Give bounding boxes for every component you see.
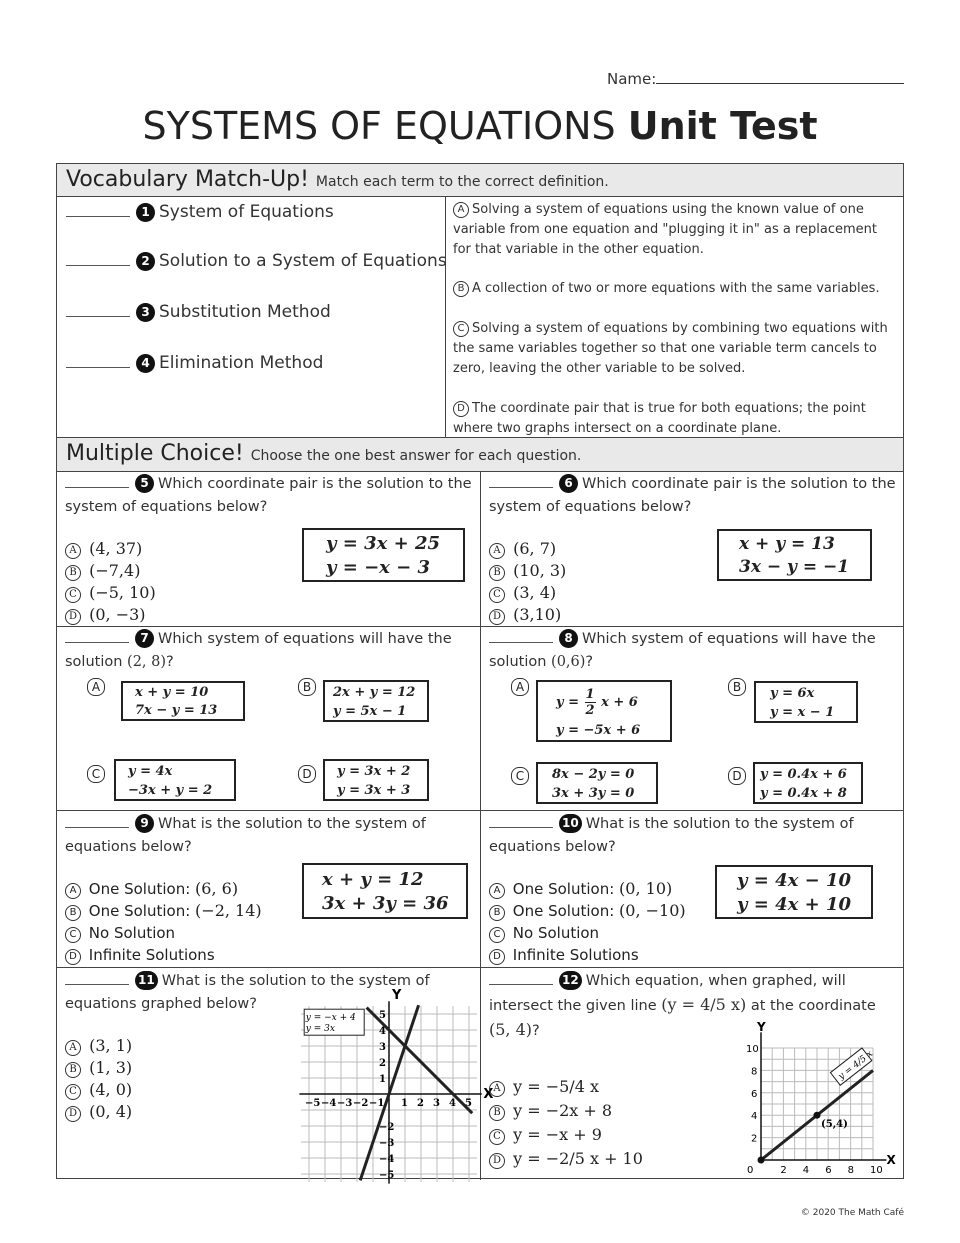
mc-header	[57, 438, 903, 472]
equation: y = x − 1	[770, 705, 835, 720]
equation-box	[114, 759, 236, 801]
definition-b	[453, 279, 897, 299]
option-text: One Solution:	[88, 902, 191, 920]
q10-options	[489, 878, 686, 966]
letter-badge: A	[489, 543, 505, 559]
definition-text: Solving a system of equations by combining two equations with the same variables together so that one variable term cancels to zero, leaving the other variable to be solved.	[453, 321, 888, 376]
answer-blank[interactable]	[65, 642, 129, 643]
vocab-instructions: Match each term to the correct definition.	[315, 174, 609, 190]
intersection-point	[814, 1112, 821, 1119]
question-text-2: equations graphed below?	[65, 996, 257, 1012]
letter-badge: B	[489, 565, 505, 581]
answer-blank[interactable]	[66, 216, 130, 217]
option-value: (6, 6)	[195, 879, 239, 898]
letter-badge: B	[489, 905, 505, 921]
equation: 7x − y = 13	[135, 703, 218, 718]
option-b[interactable]	[65, 900, 262, 922]
equation-box	[323, 759, 429, 801]
y-tick-label: 4	[379, 1026, 386, 1037]
vocab-heading-wrap	[66, 167, 609, 192]
equation-box	[754, 681, 858, 723]
letter-badge: C	[87, 765, 105, 783]
equation: x + y = 12	[322, 869, 424, 890]
number-badge: 5	[135, 474, 154, 493]
equation-box	[302, 528, 465, 582]
q9-options	[65, 878, 262, 966]
option-value: (10, 3)	[513, 561, 567, 580]
equation: −3x + y = 2	[128, 783, 213, 798]
x-tick-label: −1	[369, 1098, 385, 1109]
question-mark: ?	[166, 654, 174, 670]
answer-blank[interactable]	[66, 265, 130, 266]
row-divider	[57, 967, 903, 968]
q12-options	[489, 1075, 643, 1171]
letter-badge: D	[489, 949, 505, 965]
letter-badge: B	[65, 905, 81, 921]
letter-badge: A	[511, 678, 529, 696]
letter-badge: D	[65, 949, 81, 965]
answer-blank[interactable]	[66, 367, 130, 368]
option-value: (3, 1)	[89, 1036, 133, 1055]
question-text-2: solution	[65, 654, 123, 670]
question-text: What is the solution to the system of	[158, 816, 426, 832]
term-label: Solution to a System of Equations	[159, 251, 447, 271]
option-text: One Solution:	[512, 880, 615, 898]
x-tick-label: −5	[305, 1098, 321, 1109]
y-tick-label: 2	[379, 1058, 386, 1069]
answer-blank[interactable]	[489, 984, 553, 985]
letter-badge: C	[489, 927, 505, 943]
q11-graph	[279, 988, 494, 1181]
option-b[interactable]	[489, 1099, 643, 1123]
answer-blank[interactable]	[65, 984, 129, 985]
y-tick-label: −3	[379, 1138, 395, 1149]
question-text-2: equations below?	[65, 839, 192, 855]
y-tick-label: 1	[379, 1074, 386, 1085]
option-d[interactable]	[65, 1101, 132, 1123]
y-tick-label: 10	[746, 1044, 759, 1055]
mc-center-divider	[480, 472, 481, 1180]
x-tick-label: 5	[465, 1098, 472, 1109]
equation: y = −5x + 6	[556, 723, 641, 738]
y-tick-label: −2	[379, 1122, 395, 1133]
question-text: Which system of equations will have the	[582, 631, 876, 647]
number-badge: 3	[136, 303, 155, 322]
question-text: What is the solution to the system of	[585, 816, 854, 832]
name-label: Name:	[607, 70, 657, 88]
q8-option-c[interactable]	[511, 766, 532, 786]
definition-text: The coordinate pair that is true for both equations; the point where two graphs intersect on a coordinate plane.	[453, 401, 866, 436]
answer-blank[interactable]	[66, 316, 130, 317]
option-value: (3, 4)	[513, 583, 557, 602]
q7-option-b[interactable]	[298, 677, 319, 697]
question-text: Which coordinate pair is the solution to the	[582, 476, 896, 492]
question-text-2: intersect the given line	[489, 998, 657, 1014]
equation-rhs: x + 6	[601, 695, 638, 710]
option-c[interactable]	[489, 582, 566, 604]
question-6	[489, 473, 899, 519]
question-text: What is the solution to the system of	[161, 973, 430, 989]
y-axis-label: Y	[392, 988, 402, 1004]
copyright: © 2020 The Math Café	[800, 1208, 904, 1218]
equation: y = 4x + 10	[737, 894, 851, 915]
q8-option-b[interactable]	[728, 677, 749, 697]
q7-option-d[interactable]	[298, 764, 319, 784]
solution-point: (0,6)	[551, 654, 586, 670]
letter-badge: B	[489, 1105, 505, 1121]
option-text: No Solution	[512, 924, 600, 942]
answer-blank[interactable]	[489, 642, 553, 643]
option-value: (6, 7)	[513, 539, 557, 558]
letter-badge: D	[65, 1106, 81, 1122]
option-a[interactable]	[65, 878, 262, 900]
term-label: Substitution Method	[159, 302, 331, 322]
number-badge: 1	[136, 203, 155, 222]
definition-text: A collection of two or more equations with the same variables.	[472, 281, 880, 296]
answer-blank[interactable]	[65, 487, 129, 488]
question-mark: ?	[585, 654, 594, 670]
option-d[interactable]	[489, 1147, 643, 1171]
number-badge: 9	[135, 814, 154, 833]
equation-box	[536, 762, 658, 804]
point-label: (5,4)	[821, 1119, 848, 1131]
question-text: Which system of equations will have the	[158, 631, 452, 647]
answer-blank[interactable]	[65, 827, 129, 828]
option-a[interactable]	[489, 1075, 643, 1099]
y-tick-label: −5	[379, 1170, 395, 1181]
definition-c	[453, 319, 897, 379]
equation-box	[302, 863, 468, 919]
title-thin: SYSTEMS OF EQUATIONS	[142, 104, 616, 148]
fraction-denominator: 2	[585, 703, 595, 718]
solution-point: (2, 8)	[127, 654, 167, 670]
equation-lhs: y =	[556, 695, 579, 710]
q7-option-a[interactable]	[87, 677, 108, 697]
question-text-2: equations below?	[489, 839, 616, 855]
option-c[interactable]	[65, 1079, 132, 1101]
option-b[interactable]	[489, 560, 566, 582]
equation-box	[121, 681, 245, 721]
equation: 3x + 3y = 0	[552, 786, 635, 801]
x-axis-label: X	[483, 1087, 494, 1102]
x-tick-label: 6	[825, 1165, 832, 1176]
y-tick-label: 3	[379, 1042, 386, 1053]
option-a[interactable]	[65, 1035, 132, 1057]
equation: y = 4x	[128, 764, 173, 779]
x-tick-label: 4	[802, 1165, 810, 1176]
solution-point: (5, 4)	[489, 1020, 533, 1039]
y-tick-label: 6	[751, 1088, 758, 1100]
letter-badge: A	[65, 543, 81, 559]
letter-badge: C	[65, 1084, 81, 1100]
definition-text: Solving a system of equations using the known value of one variable from one equation and "plugging it in" as a replacement for that variable in the other equation.	[453, 202, 877, 257]
legend-entry: y = 3x	[305, 1024, 335, 1035]
equation	[556, 684, 670, 722]
equation: x + y = 10	[135, 685, 209, 700]
equation-box	[717, 529, 872, 581]
option-d[interactable]	[489, 944, 686, 966]
letter-badge: D	[489, 1153, 505, 1169]
y-axis-label: Y	[757, 1020, 766, 1035]
equation: 3x + 3y = 36	[322, 893, 449, 914]
line-label	[830, 1045, 875, 1085]
option-value: (4, 0)	[89, 1080, 133, 1099]
question-8	[489, 628, 899, 674]
letter-badge: C	[511, 767, 529, 785]
question-text: Which coordinate pair is the solution to the	[158, 476, 472, 492]
equation: y = 5x − 1	[333, 704, 407, 719]
y-tick-label: 2	[751, 1133, 758, 1145]
vocab-heading: Vocabulary Match-Up!	[66, 167, 309, 192]
row-divider	[57, 626, 903, 627]
legend-entry: y = −x + 4	[305, 1013, 356, 1024]
number-badge: 6	[559, 474, 578, 493]
page-title	[0, 104, 960, 148]
option-value: y = −2x + 8	[513, 1101, 613, 1120]
option-d[interactable]	[65, 604, 156, 626]
letter-badge: D	[489, 609, 505, 625]
equation-box	[753, 762, 863, 804]
vocab-term-2	[66, 251, 447, 271]
y-tick-label: 4	[751, 1111, 758, 1123]
origin-point	[758, 1157, 765, 1164]
option-value: y = −5/4 x	[513, 1077, 599, 1096]
letter-badge: B	[728, 678, 746, 696]
letter-badge: B	[453, 281, 469, 297]
x-tick-label: 3	[433, 1098, 440, 1109]
option-d[interactable]	[65, 944, 262, 966]
given-line: (y = 4/5 x)	[661, 995, 747, 1014]
mc-instructions: Choose the one best answer for each question.	[250, 448, 582, 464]
question-text-2: system of equations below?	[489, 499, 692, 515]
equation: y = 0.4x + 8	[760, 786, 847, 801]
letter-badge: B	[298, 678, 316, 696]
number-badge: 7	[135, 629, 154, 648]
title-bold: Unit Test	[627, 104, 818, 148]
term-label: Elimination Method	[159, 353, 324, 373]
x-tick-label: 0	[747, 1165, 754, 1176]
option-a[interactable]	[489, 878, 686, 900]
equation: y = 3x + 3	[337, 783, 411, 798]
letter-badge: A	[87, 678, 105, 696]
option-b[interactable]	[489, 900, 686, 922]
x-tick-label: 2	[780, 1165, 787, 1176]
question-5	[65, 473, 475, 519]
equation-box	[536, 680, 672, 742]
option-text: No Solution	[88, 924, 176, 942]
option-value: (−5, 10)	[89, 583, 156, 602]
question-9	[65, 813, 475, 859]
letter-badge: D	[728, 767, 746, 785]
equation: y = 4x − 10	[737, 870, 851, 891]
equation-box	[715, 865, 873, 919]
x-tick-label: −3	[337, 1098, 353, 1109]
answer-blank[interactable]	[489, 827, 553, 828]
equation: y = −x − 3	[326, 557, 431, 578]
letter-badge: A	[65, 883, 81, 899]
vocab-divider	[445, 197, 446, 437]
option-value: (0, 4)	[89, 1102, 133, 1121]
q8-option-d[interactable]	[728, 766, 749, 786]
option-value: (0, −3)	[89, 605, 146, 624]
letter-badge: D	[65, 609, 81, 625]
line-label-text: y = 4/5 x	[836, 1049, 875, 1082]
x-tick-label: 4	[449, 1098, 456, 1109]
letter-badge: A	[65, 1040, 81, 1056]
letter-badge: B	[65, 565, 81, 581]
x-tick-label: −4	[321, 1098, 337, 1109]
letter-badge: B	[65, 1062, 81, 1078]
y-tick-label: 8	[751, 1066, 758, 1078]
q6-options	[489, 538, 566, 626]
equation: 8x − 2y = 0	[552, 767, 635, 782]
vocab-term-3	[66, 302, 331, 322]
x-axis-label: X	[886, 1153, 896, 1167]
definition-d	[453, 399, 897, 439]
number-badge: 12	[559, 971, 582, 990]
letter-badge: D	[298, 765, 316, 783]
equation-box	[323, 680, 429, 722]
vocab-header	[57, 164, 903, 197]
name-line	[607, 70, 904, 88]
option-a[interactable]	[489, 538, 566, 560]
option-value: y = −2/5 x + 10	[513, 1149, 643, 1168]
option-value: (−2, 14)	[195, 901, 262, 920]
option-c[interactable]	[65, 922, 262, 944]
option-value: (3,10)	[513, 605, 562, 624]
number-badge: 10	[559, 814, 582, 833]
mc-heading-wrap	[66, 441, 581, 466]
option-b[interactable]	[65, 560, 156, 582]
mc-heading: Multiple Choice!	[66, 441, 244, 466]
question-text-2: system of equations below?	[65, 499, 268, 515]
option-value: (4, 37)	[89, 539, 143, 558]
number-badge: 2	[136, 252, 155, 271]
option-text: Infinite Solutions	[88, 946, 215, 964]
answer-blank[interactable]	[489, 487, 553, 488]
test-sheet	[56, 163, 904, 1179]
number-badge: 11	[135, 971, 158, 990]
option-c[interactable]	[489, 922, 686, 944]
option-c[interactable]	[489, 1123, 643, 1147]
y-tick-label: 5	[379, 1010, 386, 1021]
letter-badge: C	[65, 587, 81, 603]
x-tick-label: 8	[847, 1165, 854, 1176]
question-10	[489, 813, 899, 859]
option-d[interactable]	[489, 604, 566, 626]
number-badge: 4	[136, 354, 155, 373]
option-text: One Solution:	[88, 880, 191, 898]
equation: y = 3x + 2	[337, 764, 411, 779]
question-7	[65, 628, 475, 674]
q11-options	[65, 1035, 132, 1123]
option-a[interactable]	[65, 538, 156, 560]
number-badge: 8	[559, 629, 578, 648]
q5-options	[65, 538, 156, 626]
option-value: (1, 3)	[89, 1058, 133, 1077]
x-tick-label: 10	[870, 1165, 883, 1176]
y-tick-label: −4	[379, 1154, 395, 1165]
q8-option-a[interactable]	[511, 677, 532, 697]
option-value: y = −x + 9	[513, 1125, 602, 1144]
letter-badge: C	[453, 321, 469, 337]
term-label: System of Equations	[159, 202, 334, 222]
q7-option-c[interactable]	[87, 764, 108, 784]
x-tick-label: 2	[417, 1098, 424, 1109]
option-value: (0, −10)	[619, 901, 686, 920]
letter-badge: A	[453, 202, 469, 218]
equation: y = 3x + 25	[326, 533, 440, 554]
equation: y = 0.4x + 6	[760, 767, 847, 782]
vocab-term-1	[66, 202, 334, 222]
option-c[interactable]	[65, 582, 156, 604]
equation: y = 6x	[770, 686, 815, 701]
equation: x + y = 13	[739, 534, 835, 554]
option-b[interactable]	[65, 1057, 132, 1079]
name-field[interactable]	[656, 71, 904, 84]
question-text-2: solution	[489, 654, 547, 670]
question-mark: ?	[532, 1023, 540, 1039]
option-text: Infinite Solutions	[512, 946, 639, 964]
fraction	[585, 687, 596, 718]
letter-badge: A	[489, 1081, 505, 1097]
x-tick-label: −2	[353, 1098, 369, 1109]
option-value: (0, 10)	[619, 879, 673, 898]
letter-badge: A	[489, 883, 505, 899]
definition-a	[453, 200, 897, 260]
option-value: (−7,4)	[89, 561, 141, 580]
letter-badge: C	[65, 927, 81, 943]
row-divider	[57, 810, 903, 811]
letter-badge: C	[489, 1129, 505, 1145]
question-text: Which equation, when graphed, will	[585, 973, 846, 989]
vocab-term-4	[66, 353, 323, 373]
q12-graph	[739, 1020, 899, 1178]
equation: 3x − y = −1	[739, 557, 850, 577]
x-tick-label: 1	[401, 1098, 408, 1109]
letter-badge: D	[453, 401, 469, 417]
fraction-numerator: 1	[585, 687, 595, 702]
letter-badge: C	[489, 587, 505, 603]
equation: 2x + y = 12	[333, 685, 416, 700]
option-text: One Solution:	[512, 902, 615, 920]
question-text-3: at the coordinate	[750, 998, 876, 1014]
